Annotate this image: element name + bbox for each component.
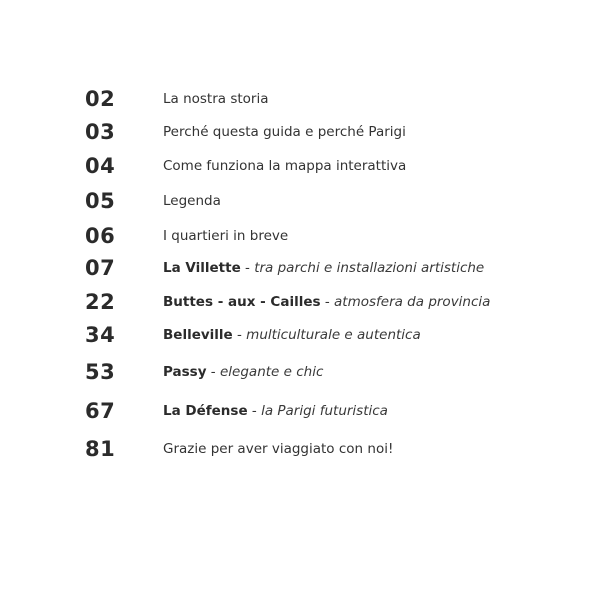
neighborhood-tagline: la Parigi futuristica <box>261 403 388 419</box>
page-number: 34 <box>85 323 116 347</box>
page-number: 06 <box>85 224 116 248</box>
page-number: 22 <box>85 290 116 314</box>
neighborhood-tagline: multiculturale e autentica <box>246 327 421 343</box>
toc-row[interactable] <box>0 434 600 464</box>
toc-entry-title <box>163 151 406 181</box>
toc-entry-title <box>163 287 490 317</box>
title-separator: - <box>206 364 220 380</box>
toc-entry-title <box>163 396 388 426</box>
toc-entry-title <box>163 84 269 114</box>
toc-row[interactable] <box>0 357 600 387</box>
toc-entry-title <box>163 221 288 251</box>
toc-row[interactable] <box>0 287 600 317</box>
entry-text: Grazie per aver viaggiato con noi! <box>163 441 394 457</box>
neighborhood-name: Passy <box>163 364 207 380</box>
toc-row[interactable] <box>0 186 600 216</box>
page-number: 81 <box>85 437 116 461</box>
neighborhood-name: Buttes - aux - Cailles <box>163 294 321 310</box>
title-separator: - <box>320 294 334 310</box>
title-separator: - <box>247 403 262 419</box>
page-number: 02 <box>85 87 116 111</box>
toc-row[interactable] <box>0 151 600 181</box>
neighborhood-tagline: tra parchi e installazioni artistiche <box>254 260 485 276</box>
neighborhood-name: La Villette <box>163 260 241 276</box>
entry-text: La nostra storia <box>163 91 269 107</box>
toc-row[interactable] <box>0 84 600 114</box>
toc-row[interactable] <box>0 117 600 147</box>
neighborhood-tagline: elegante e chic <box>219 364 324 380</box>
page-number: 04 <box>85 154 116 178</box>
toc-row[interactable] <box>0 253 600 283</box>
toc-entry-title <box>163 434 393 464</box>
toc-row[interactable] <box>0 396 600 426</box>
entry-text: Legenda <box>163 193 221 209</box>
toc-entry-title <box>163 357 323 387</box>
title-separator: - <box>240 260 255 276</box>
toc-entry-title <box>163 320 421 350</box>
neighborhood-name: La Défense <box>163 403 248 419</box>
page-number: 67 <box>85 399 116 423</box>
entry-text: Come funziona la mappa interattiva <box>163 158 407 174</box>
page-number: 07 <box>85 256 116 280</box>
toc-row[interactable] <box>0 221 600 251</box>
title-separator: - <box>232 327 247 343</box>
page-number: 03 <box>85 120 116 144</box>
entry-text: I quartieri in breve <box>163 228 289 244</box>
toc-entry-title <box>163 186 221 216</box>
neighborhood-name: Belleville <box>163 327 233 343</box>
toc-row[interactable] <box>0 320 600 350</box>
toc-entry-title <box>163 117 406 147</box>
neighborhood-tagline: atmosfera da provincia <box>334 294 491 310</box>
entry-text: Perché questa guida e perché Parigi <box>163 124 406 140</box>
toc-entry-title <box>163 253 484 283</box>
page-number: 53 <box>85 360 116 384</box>
page-number: 05 <box>85 189 116 213</box>
